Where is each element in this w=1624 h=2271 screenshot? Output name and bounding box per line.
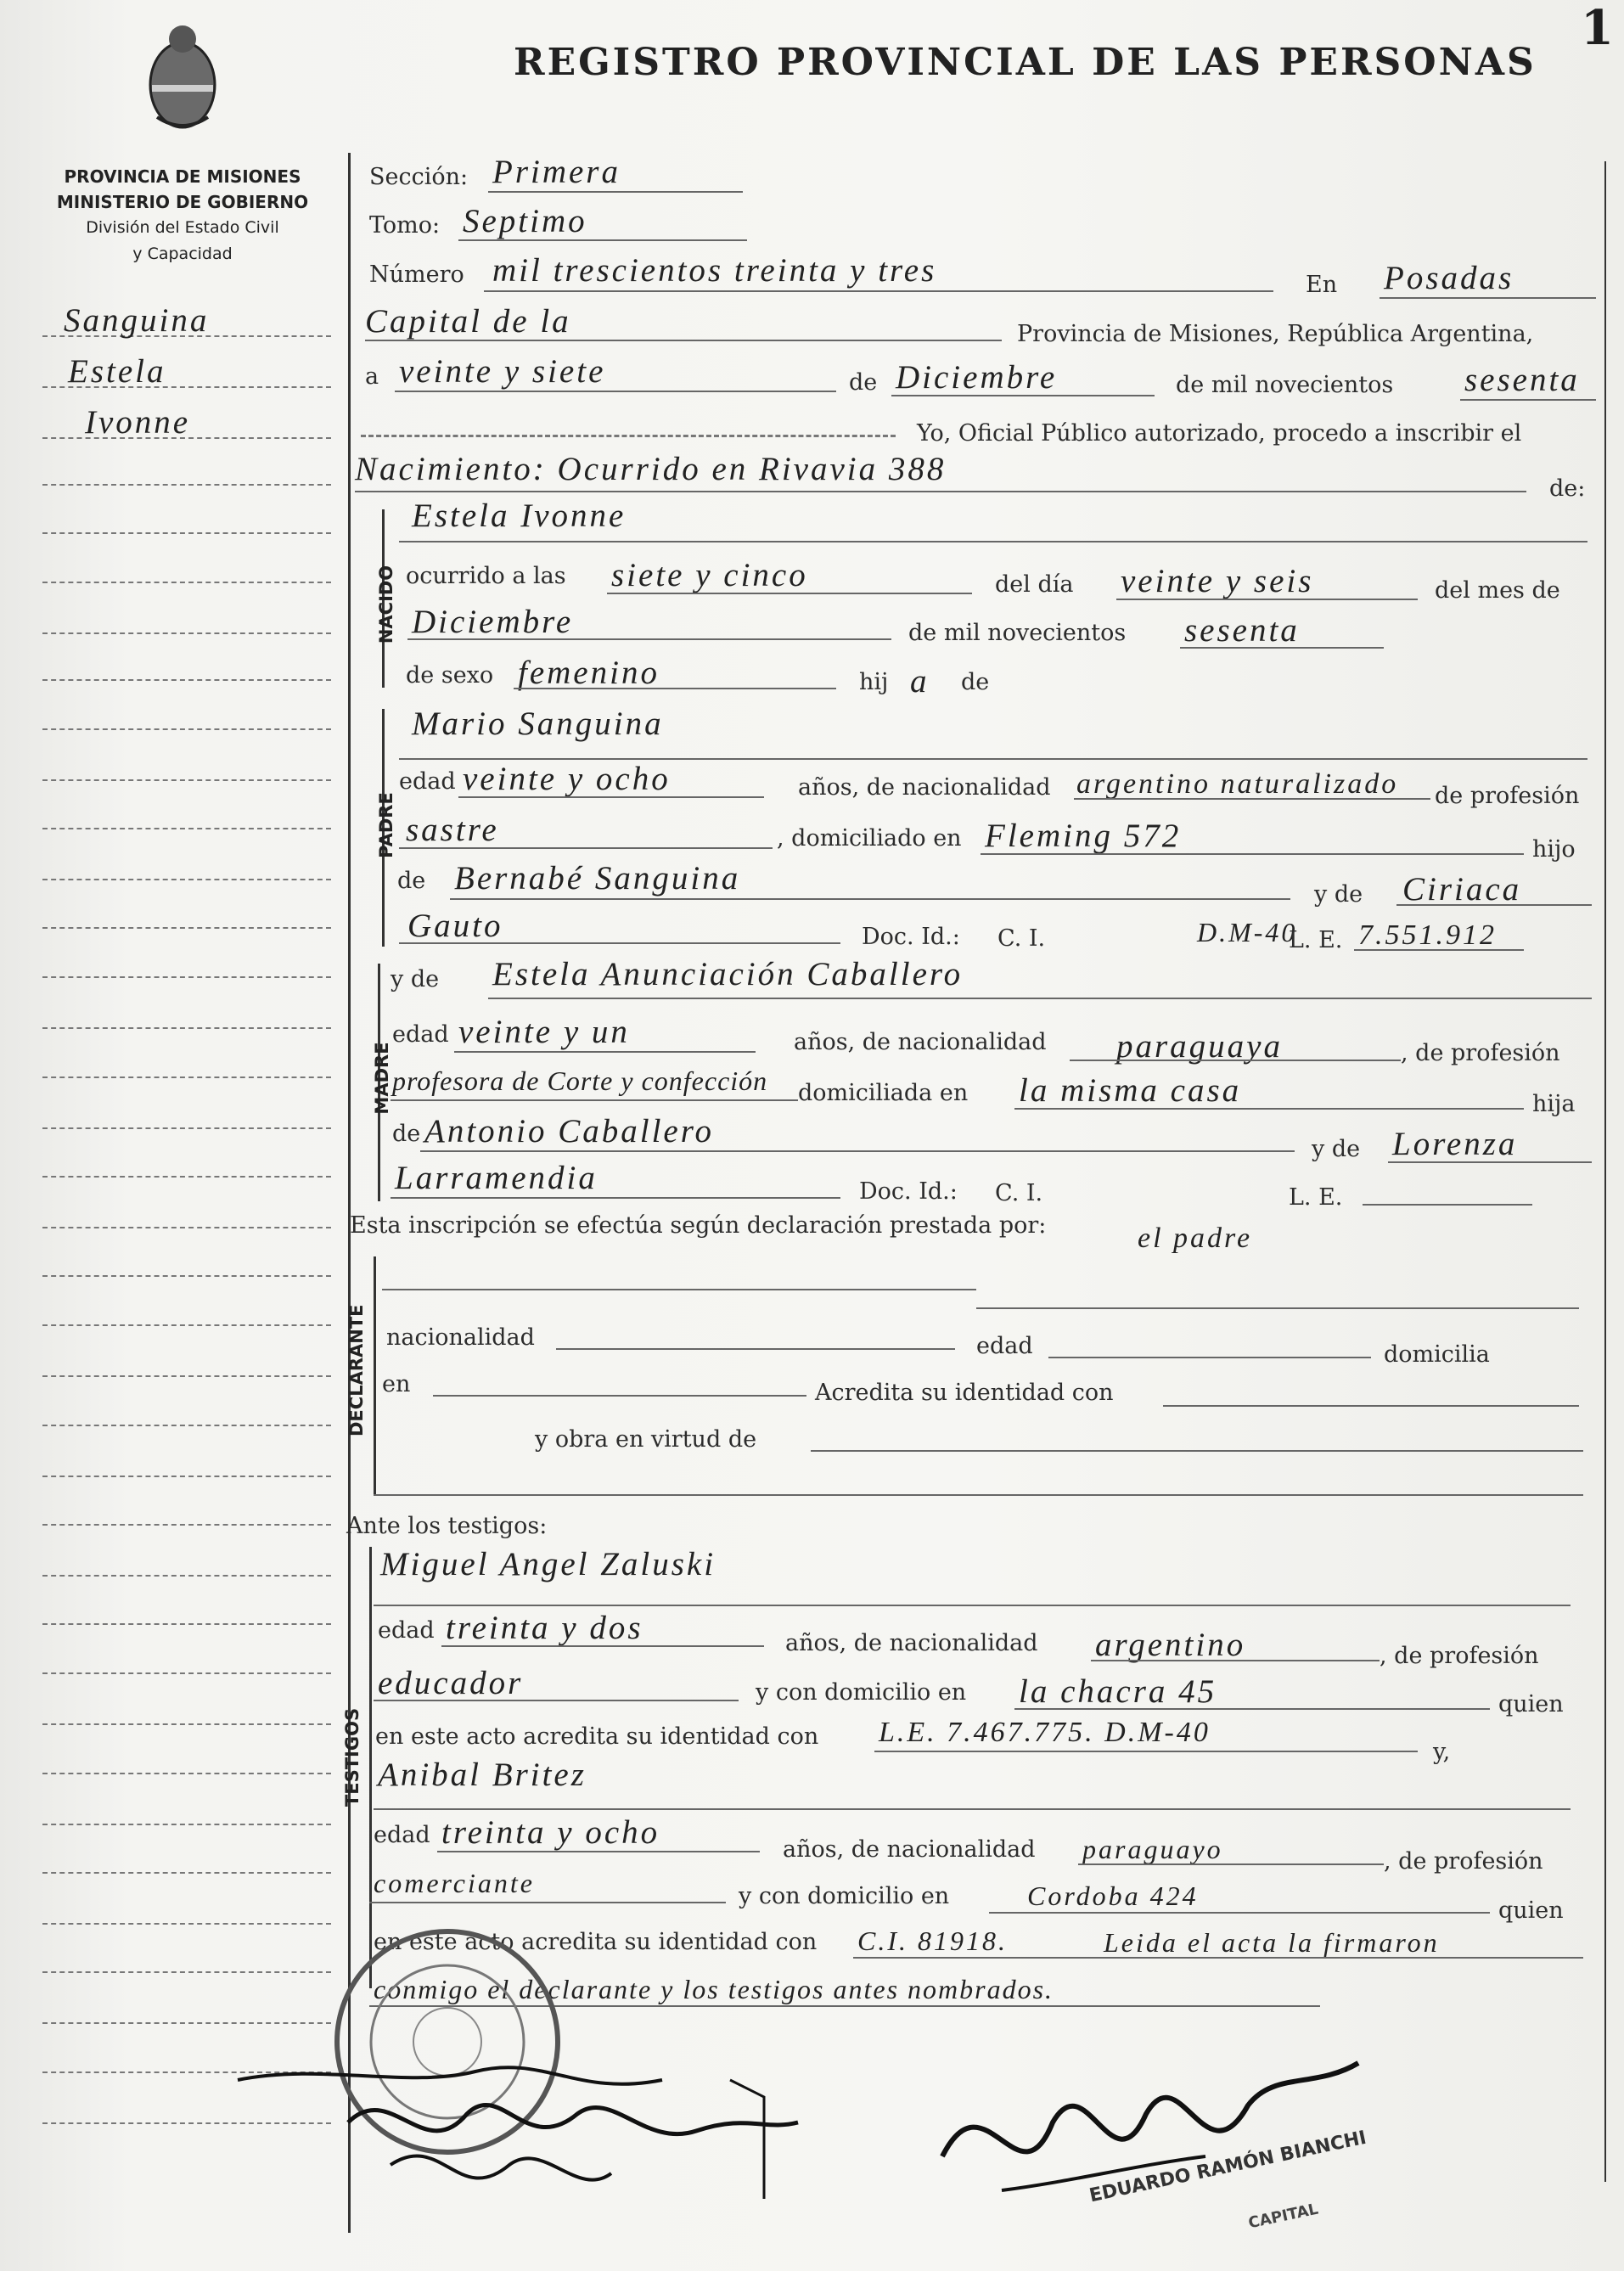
seccion-label: Sección: [369, 164, 469, 190]
padre-prof-value: sastre [406, 812, 499, 848]
madre-nombre-value: Estela Anunciación Caballero [492, 956, 964, 992]
acta-tipo-value: Nacimiento: Ocurrido en Rivavia 388 [355, 451, 947, 487]
ano-value: sesenta [1464, 362, 1580, 398]
padre-de-label: de [397, 868, 426, 894]
madre-dom-label: domiciliada en [798, 1080, 969, 1106]
t1-prof-value: educador [378, 1665, 524, 1701]
dia-value: veinte y siete [399, 353, 606, 390]
t2-acredita-label: en este acto acredita su identidad con [374, 1929, 818, 1955]
t1-edad-value: treinta y dos [446, 1610, 643, 1646]
ciudad-value: Posadas [1384, 260, 1514, 296]
numero-label: Número [369, 261, 464, 288]
padre-dom-label: , domiciliado en [777, 825, 962, 852]
hij-label: hij [859, 669, 889, 695]
t1-dom-value: la chacra 45 [1019, 1673, 1217, 1710]
decl-obra-label: y obra en virtud de [535, 1426, 757, 1453]
tomo-label: Tomo: [369, 212, 441, 239]
padre-edad-label: edad [399, 768, 456, 795]
t1-nac-label: años, de nacionalidad [785, 1630, 1038, 1656]
t1-prof-label: , de profesión [1380, 1643, 1539, 1669]
padre-ci-label: C. I. [997, 925, 1046, 952]
decl-acredita-label: Acredita su identidad con [815, 1380, 1114, 1406]
right-border [1604, 161, 1606, 2182]
nombre-value: Estela Ivonne [412, 497, 627, 534]
t2-dom-label: y con domicilio en [739, 1883, 950, 1909]
madre-madre2-value: Larramendia [395, 1160, 598, 1196]
seccion-value: Primera [492, 154, 621, 190]
hij-suffix: a [910, 663, 930, 700]
coat-of-arms-icon [140, 7, 225, 134]
padre-doc-label: Doc. Id.: [862, 924, 960, 950]
padre-madre2-value: Gauto [407, 908, 503, 944]
page-number: 1 [1581, 0, 1614, 56]
t2-edad-label: edad [374, 1822, 430, 1848]
madre-nac-value: paraguaya [1116, 1028, 1283, 1065]
margin-surname: Sanguina [64, 302, 210, 339]
madre-de-label: de [392, 1121, 421, 1147]
madre-edad-value: veinte y un [458, 1014, 630, 1050]
madre-hija-label: hija [1532, 1091, 1576, 1117]
de-mil-nov2-label: de mil novecientos [908, 620, 1127, 646]
t1-dom-label: y con domicilio en [756, 1679, 967, 1706]
de-sexo-label: de sexo [406, 662, 494, 689]
t1-quien-label: quien [1498, 1691, 1564, 1717]
testigo2-nombre-value: Anibal Britez [378, 1757, 587, 1793]
de-mil-novecientos-label: de mil novecientos [1176, 372, 1394, 398]
padre-y-de-label: y de [1314, 881, 1363, 908]
ano-nac-value: sesenta [1184, 612, 1300, 649]
padre-le-label: L. E. [1289, 927, 1343, 953]
mes-value: Diciembre [896, 359, 1058, 396]
numero-value: mil trescientos treinta y tres [492, 252, 937, 289]
de-colon-label: de: [1549, 475, 1586, 502]
madre-prof-label: , de profesión [1401, 1040, 1560, 1066]
t1-y-label: y, [1433, 1739, 1451, 1765]
margin-second-name: Ivonne [85, 404, 191, 441]
section-declarante-label: DECLARANTE [346, 1304, 367, 1436]
witness-signatures-icon [221, 2029, 815, 2250]
madre-y-de-label: y de [391, 966, 440, 992]
decl-nacionalidad-label: nacionalidad [386, 1324, 535, 1351]
padre-prof-label: de profesión [1435, 783, 1580, 809]
madre-ci-label: C. I. [995, 1180, 1043, 1206]
org-province: PROVINCIA DE MISIONES [64, 166, 301, 187]
decl-edad-label: edad [976, 1333, 1033, 1359]
t1-doc-value: L.E. 7.467.775. D.M-40 [879, 1717, 1211, 1748]
del-mes-label: del mes de [1435, 577, 1560, 604]
t2-edad-value: treinta y ocho [441, 1814, 660, 1851]
hij-de-label: de [961, 669, 990, 695]
decl-en-label: en [382, 1371, 411, 1397]
madre-madre-value: Lorenza [1392, 1126, 1518, 1162]
padre-dom-value: Fleming 572 [985, 818, 1182, 854]
t2-quien-label: quien [1498, 1897, 1564, 1924]
t1-acredita-label: en este acto acredita su identidad con [375, 1723, 819, 1750]
del-dia-label: del día [995, 571, 1074, 598]
padre-padre-value: Bernabé Sanguina [454, 860, 741, 897]
madre-le-label: L. E. [1289, 1184, 1343, 1211]
section-padre-label: PADRE [376, 792, 396, 858]
ocurrido-label: ocurrido a las [406, 563, 566, 589]
mes-nac-value: Diciembre [412, 604, 574, 640]
org-division: División del Estado Civil [86, 218, 279, 237]
hora-value: siete y cinco [611, 557, 808, 593]
padre-nac-label: años, de nacionalidad [798, 774, 1051, 801]
t2-doc-value: C.I. 81918. [857, 1925, 1008, 1956]
madre-y-de2-label: y de [1312, 1136, 1361, 1162]
madre-nac-label: años, de nacionalidad [794, 1029, 1047, 1055]
inscripcion-label: Esta inscripción se efectúa según declaración prestada por: [350, 1212, 1047, 1239]
section-madre-label: MADRE [372, 1042, 392, 1115]
org-ministry: MINISTERIO DE GOBIERNO [56, 192, 309, 212]
padre-hijo-label: hijo [1532, 836, 1576, 863]
sexo-value: femenino [518, 655, 660, 691]
madre-dom-value: la misma casa [1019, 1072, 1242, 1109]
padre-madre-value: Ciriaca [1402, 871, 1522, 908]
de-label: de [849, 369, 878, 396]
padre-edad-value: veinte y ocho [463, 761, 671, 797]
t2-nac-label: años, de nacionalidad [783, 1836, 1036, 1863]
padre-le-value: 7.551.912 [1358, 919, 1497, 951]
t2-prof-label: , de profesión [1384, 1848, 1543, 1875]
org-capacity: y Capacidad [132, 245, 233, 263]
capital-value: Capital de la [365, 303, 571, 340]
padre-nac-value: argentino naturalizado [1076, 768, 1399, 800]
declarante-value: el padre [1138, 1223, 1253, 1254]
t1-nac-value: argentino [1095, 1627, 1246, 1663]
tomo-value: Septimo [463, 203, 587, 239]
padre-doc-note: D.M-40 [1197, 917, 1298, 947]
decl-domicilia-label: domicilia [1384, 1341, 1490, 1368]
madre-prof-value: profesora de Corte y confección [392, 1065, 768, 1096]
section-testigos-label: TESTIGOS [342, 1707, 362, 1807]
closing-line2: conmigo el declarante y los testigos antes nombrados. [374, 1974, 1054, 2004]
official-signature-icon [917, 2021, 1392, 2241]
yo-oficial-label: Yo, Oficial Público autorizado, procedo a inscribir el [917, 420, 1522, 447]
ante-testigos-label: Ante los testigos: [346, 1513, 548, 1539]
madre-padre-value: Antonio Caballero [424, 1113, 714, 1150]
t2-nac-value: paraguayo [1082, 1834, 1223, 1864]
official-stamp-name: EDUARDO RAMÓN BIANCHI [1087, 2127, 1368, 2207]
madre-edad-label: edad [392, 1021, 449, 1048]
t2-prof-value: comerciante [374, 1868, 535, 1898]
dia-nac-value: veinte y seis [1121, 563, 1314, 599]
padre-nombre-value: Mario Sanguina [412, 705, 664, 742]
section-nacido-label: NACIDO [376, 565, 396, 644]
t1-edad-label: edad [378, 1617, 435, 1644]
closing-line1: Leida el acta la firmaron [1104, 1927, 1440, 1958]
provincia-label: Provincia de Misiones, República Argentina, [1017, 321, 1534, 347]
testigo1-nombre-value: Miguel Angel Zaluski [380, 1546, 716, 1582]
margin-first-name: Estela [68, 353, 166, 390]
a-label: a [365, 363, 379, 390]
document-title: REGISTRO PROVINCIAL DE LAS PERSONAS [514, 41, 1537, 84]
en-label: En [1306, 272, 1338, 298]
t2-dom-value: Cordoba 424 [1027, 1880, 1199, 1911]
official-stamp-sub: CAPITAL [1246, 2200, 1320, 2233]
madre-doc-label: Doc. Id.: [859, 1178, 958, 1205]
